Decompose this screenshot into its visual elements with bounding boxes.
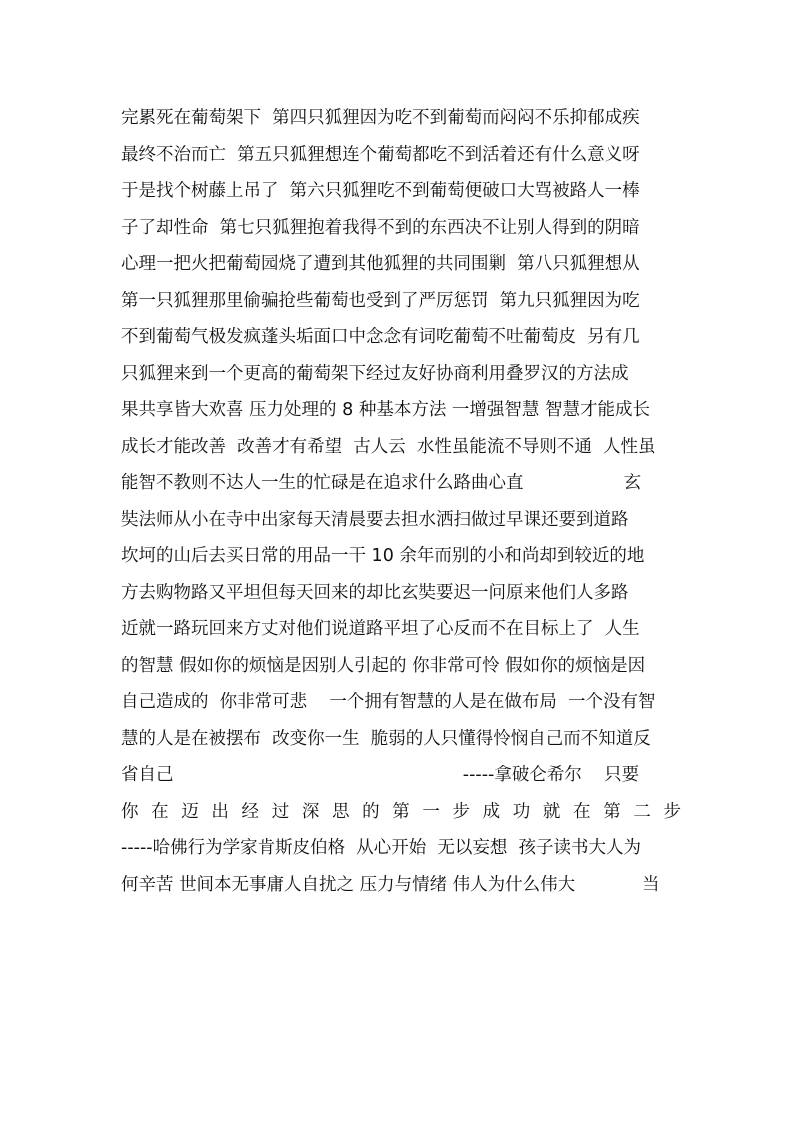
text-line: 果共享皆大欢喜 压力处理的 8 种基本方法 一增强智慧 智慧才能成长 — [121, 400, 650, 420]
text-line: 自己造成的 你非常可悲 一个拥有智慧的人是在做布局 一个没有智 — [121, 692, 656, 712]
text-line: 成长才能改善 改善才有希望 古人云 水性虽能流不导则不通 人性虽 — [121, 436, 656, 457]
text-line: 的智慧 假如你的烦恼是因别人引起的 你非常可怜 假如你的烦恼是因 — [121, 655, 646, 676]
text-line: 慧的人是在被摆布 改变你一生 脆弱的人只懂得怜悯自己而不知道反 — [121, 728, 651, 749]
text-line: 坎坷的山后去买日常的用品一干 10 余年而别的小和尚却到较近的地 — [121, 546, 645, 566]
text-line: 省自己 -----拿破仑希尔 只要 — [121, 765, 640, 785]
text-line: 只狐狸来到一个更高的葡萄架下经过友好协商利用叠罗汉的方法成 — [121, 363, 629, 384]
text-line: 方去购物路又平坦但每天回来的却比玄奘要迟一问原来他们人多路 — [121, 582, 629, 603]
text-line: 何辛苦 世间本无事庸人自扰之 压力与情绪 伟人为什么伟大 当 — [121, 874, 660, 895]
text-line: 近就一路玩回来方丈对他们说道路平坦了心反而不在目标上了 人生 — [121, 619, 640, 639]
text-line: 奘法师从小在寺中出家每天清晨要去担水洒扫做过早课还要到道路 — [121, 509, 629, 530]
text-line: 你 在 迈 出 经 过 深 思 的 第 一 步 成 功 就 在 第 二 步 — [121, 801, 681, 822]
text-line: 最终不治而亡 第五只狐狸想连个葡萄都吃不到活着还有什么意义呀 — [121, 144, 640, 165]
text-line: 于是找个树藤上吊了 第六只狐狸吃不到葡萄便破口大骂被路人一棒 — [121, 181, 640, 201]
text-line: 完累死在葡萄架下 第四只狐狸因为吃不到葡萄而闷闷不乐抑郁成疾 — [121, 108, 640, 128]
text-line: 能智不教则不达人一生的忙碌是在追求什么路曲心直 玄 — [121, 473, 642, 493]
text-line: 不到葡萄气极发疯蓬头垢面口中念念有词吃葡萄不吐葡萄皮 另有几 — [121, 327, 640, 347]
text-line: -----哈佛行为学家肯斯皮伯格 从心开始 无以妄想 孩子读书大人为 — [121, 838, 641, 858]
text-line: 心理一把火把葡萄园烧了遭到其他狐狸的共同围剿 第八只狐狸想从 — [121, 254, 640, 274]
text-line: 子了却性命 第七只狐狸抱着我得不到的东西决不让别人得到的阴暗 — [121, 217, 640, 238]
text-line: 第一只狐狸那里偷骗抢些葡萄也受到了严厉惩罚 第九只狐狸因为吃 — [121, 290, 640, 311]
body-text — [121, 100, 681, 903]
